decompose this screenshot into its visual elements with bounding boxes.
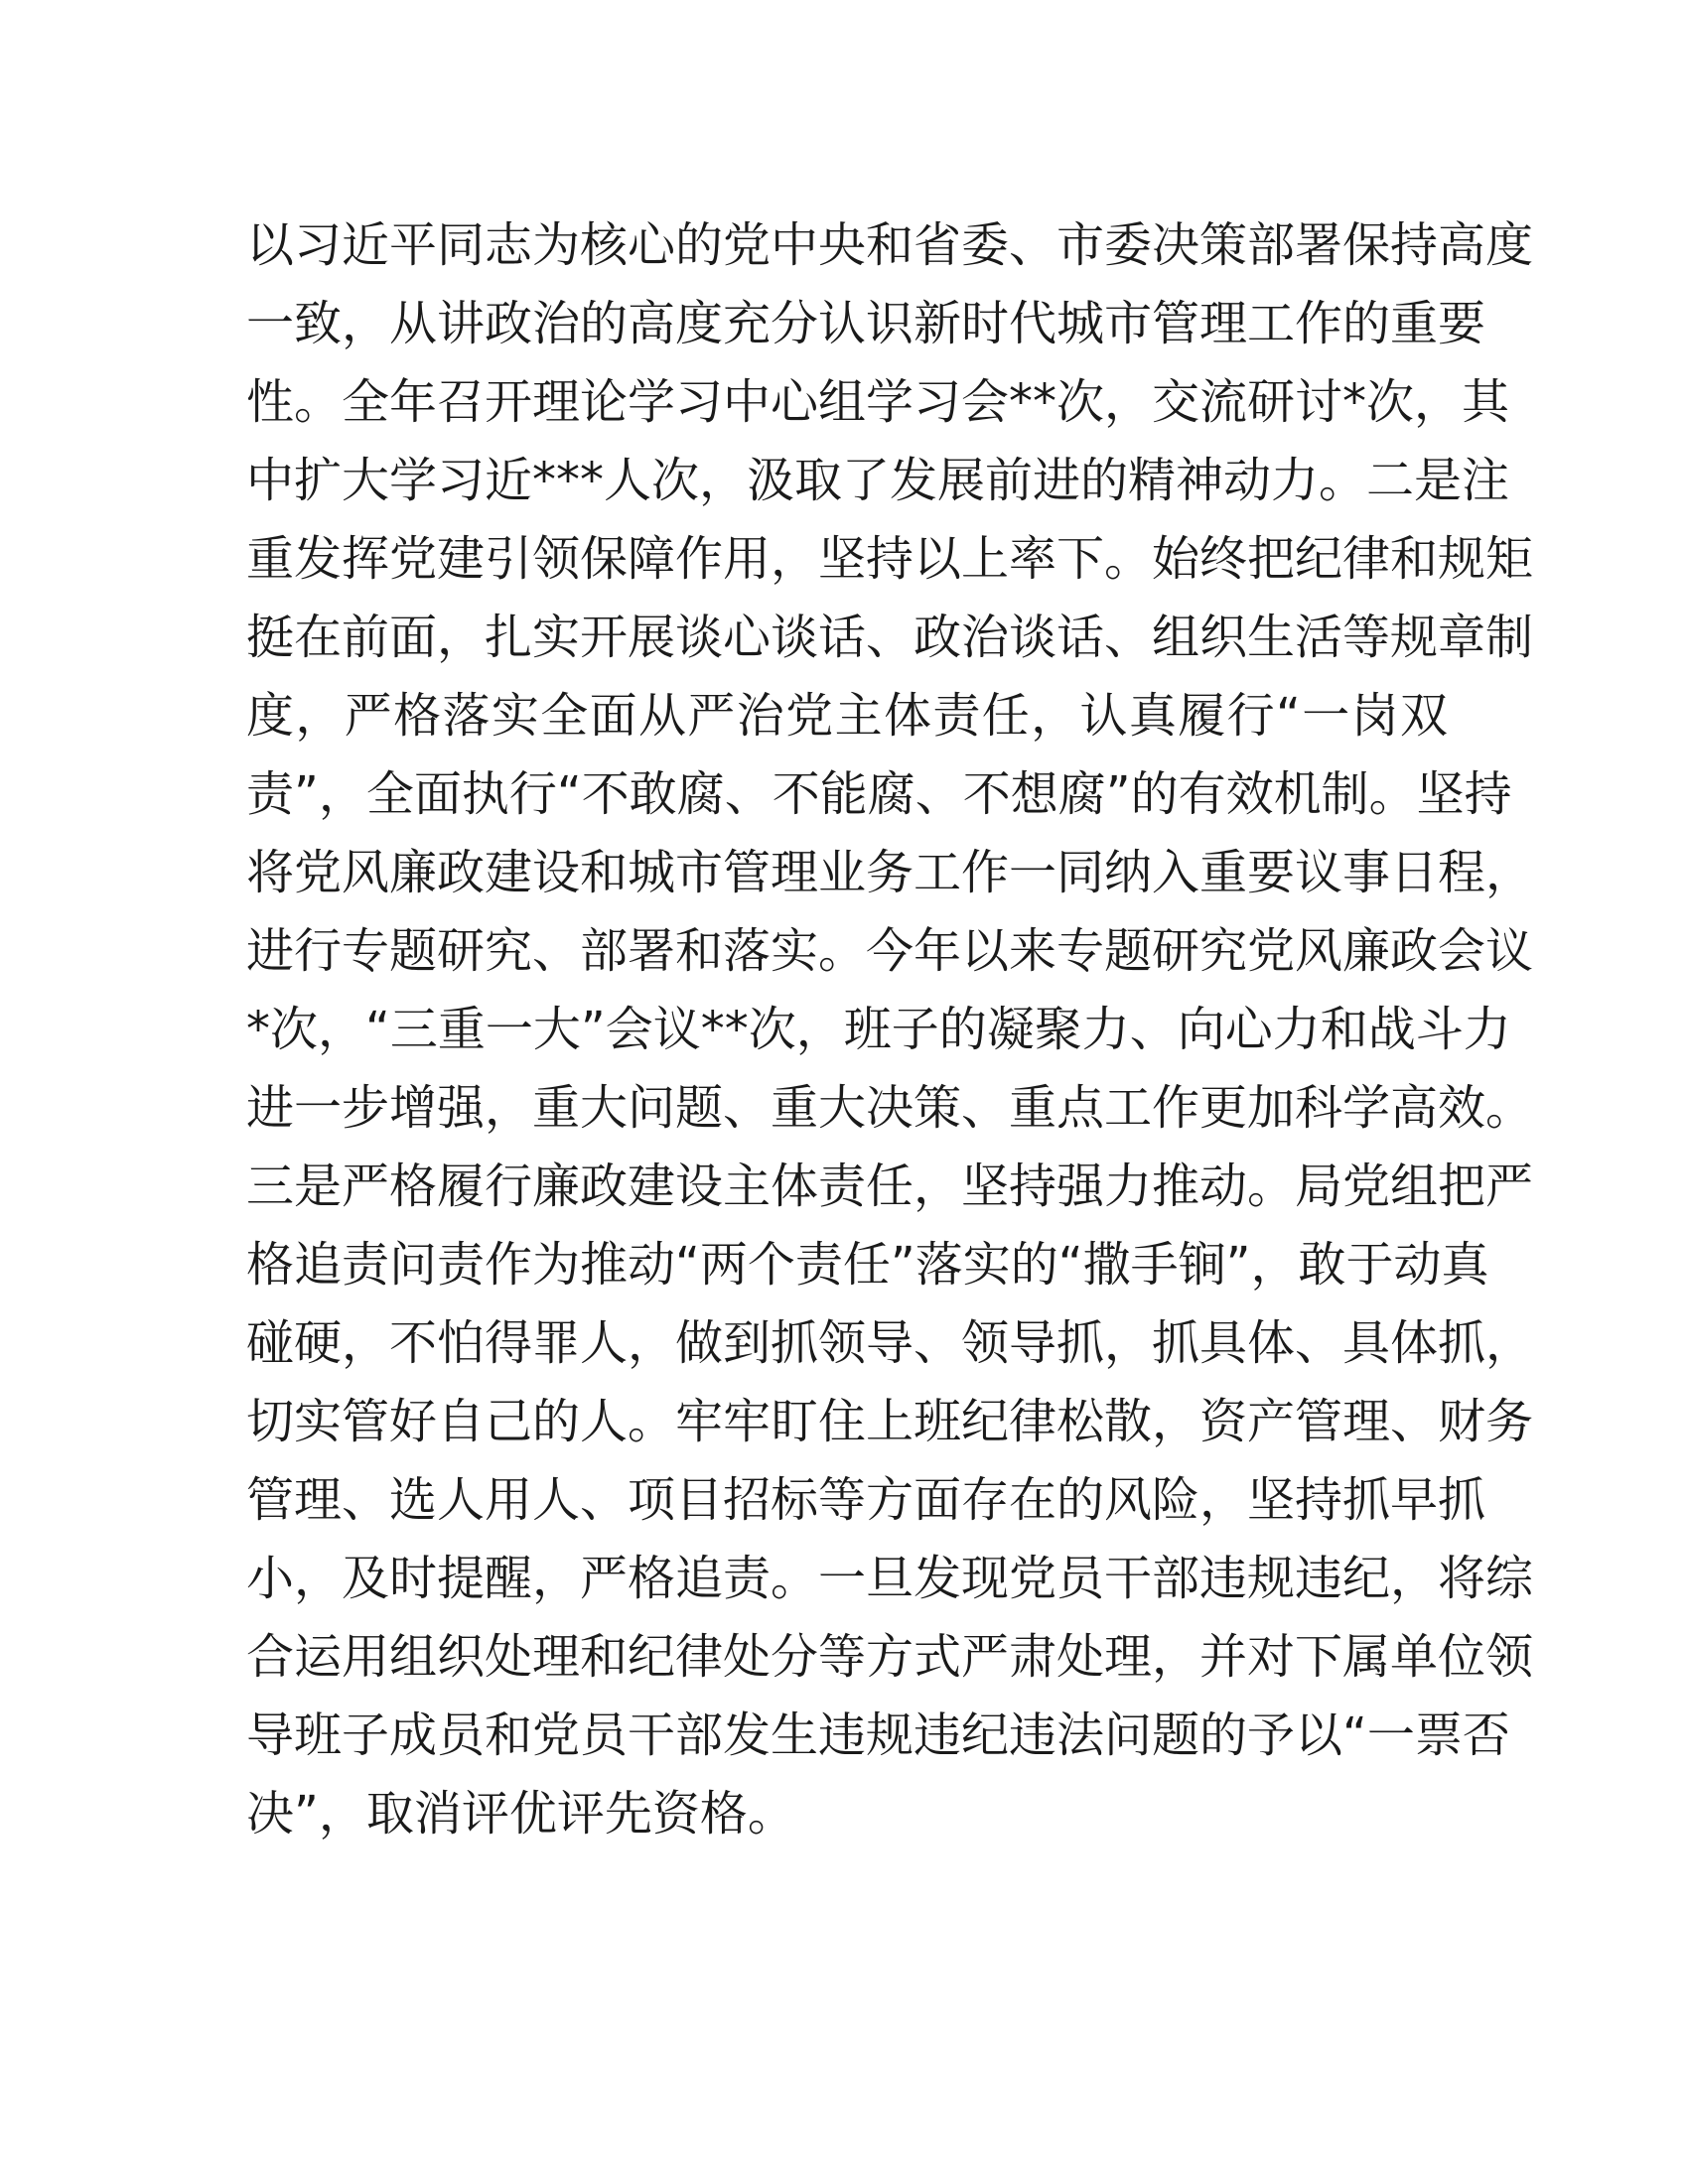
text-line: 导班子成员和党员干部发生违规违纪违法问题的予以“一票否 (246, 1707, 1510, 1763)
text-line: 格追责问责作为推动“两个责任”落实的“撒手锏”，敢于动真 (246, 1237, 1489, 1293)
text-line: 碰硬，不怕得罪人，做到抓领导、领导抓，抓具体、具体抓， (246, 1315, 1534, 1371)
text-line: 进一步增强，重大问题、重大决策、重点工作更加科学高效。 (246, 1080, 1534, 1136)
text-line: 三是严格履行廉政建设主体责任，坚持强力推动。局党组把严 (246, 1159, 1534, 1214)
body-paragraph (246, 206, 1534, 1853)
text-line: 以习近平同志为核心的党中央和省委、市委决策部署保持高度 (246, 217, 1534, 273)
text-line: *次，“三重一大”会议**次，班子的凝聚力、向心力和战斗力 (246, 1002, 1511, 1057)
text-line: 性。全年召开理论学习中心组学习会**次，交流研讨*次，其 (246, 374, 1510, 430)
text-line: 责”，全面执行“不敢腐、不能腐、不想腐”的有效机制。坚持 (246, 766, 1512, 822)
text-line: 挺在前面，扎实开展谈心谈话、政治谈话、组织生活等规章制 (246, 610, 1534, 665)
text-line: 度，严格落实全面从严治党主体责任，认真履行“一岗双 (246, 688, 1448, 744)
text-line: 决”，取消评优评先资格。 (246, 1786, 795, 1842)
text-line: 合运用组织处理和纪律处分等方式严肃处理，并对下属单位领 (246, 1629, 1534, 1685)
text-line: 管理、选人用人、项目招标等方面存在的风险，坚持抓早抓 (246, 1472, 1486, 1528)
text-line: 切实管好自己的人。牢牢盯住上班纪律松散，资产管理、财务 (246, 1394, 1534, 1449)
text-line: 重发挥党建引领保障作用，坚持以上率下。始终把纪律和规矩 (246, 531, 1534, 587)
text-line: 将党风廉政建设和城市管理业务工作一同纳入重要议事日程， (246, 845, 1534, 900)
text-line: 中扩大学习近***人次，汲取了发展前进的精神动力。二是注 (246, 453, 1510, 508)
text-line: 一致，从讲政治的高度充分认识新时代城市管理工作的重要 (246, 296, 1486, 351)
text-line: 小，及时提醒，严格追责。一旦发现党员干部违规违纪，将综 (246, 1551, 1534, 1606)
text-line: 进行专题研究、部署和落实。今年以来专题研究党风廉政会议 (246, 923, 1534, 979)
